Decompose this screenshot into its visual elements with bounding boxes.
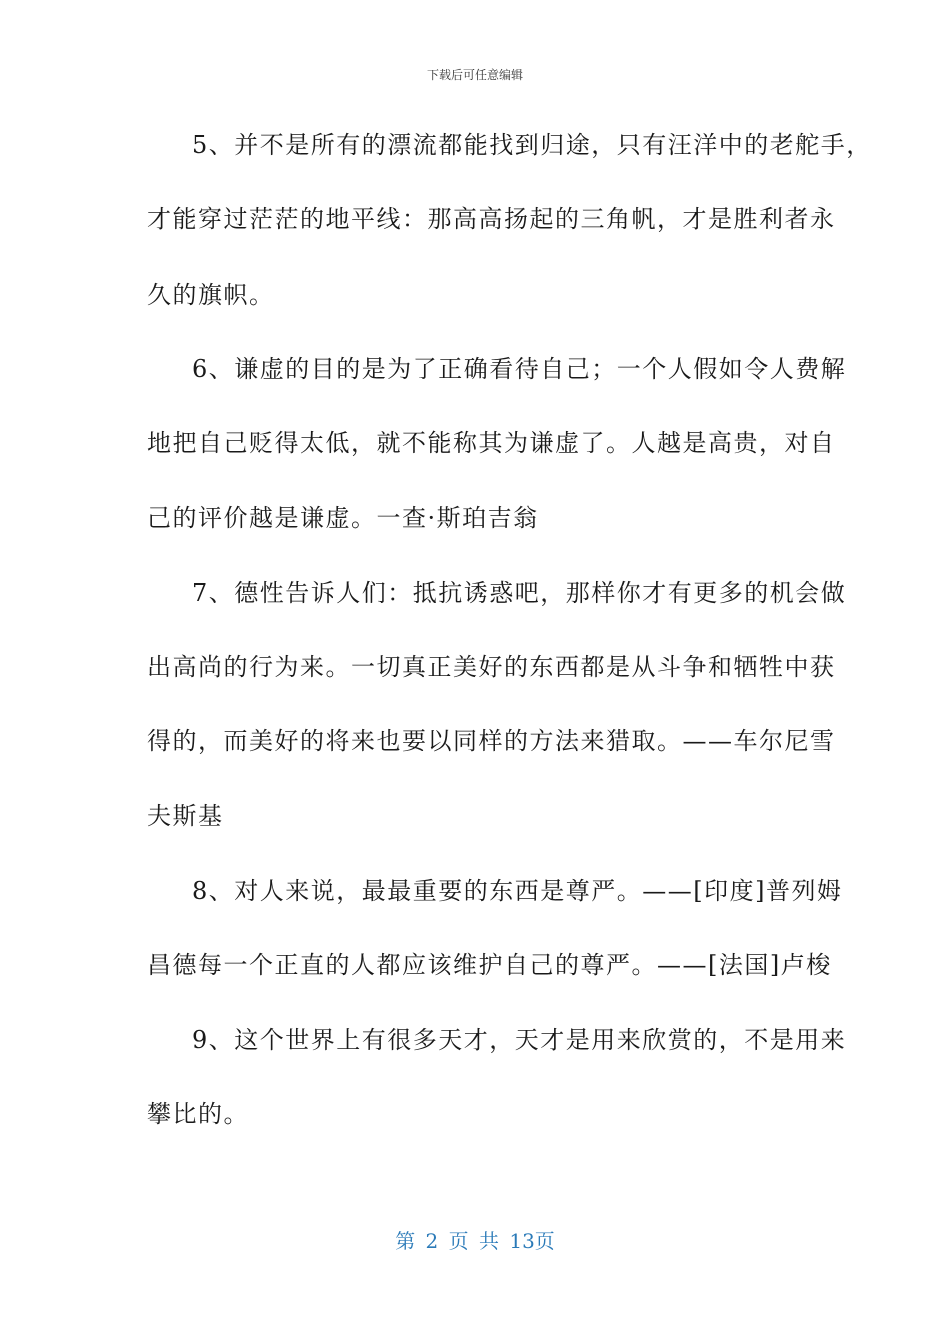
paragraph-line: 9、这个世界上有很多天才，天才是用来欣赏的，不是用来 xyxy=(192,1026,847,1054)
page-number: 第 2 页 共 13页 xyxy=(395,1229,555,1253)
paragraph-line: 才能穿过茫茫的地平线：那高高扬起的三角帆，才是胜利者永 xyxy=(147,205,836,233)
paragraph-line: 7、德性告诉人们：抵抗诱惑吧，那样你才有更多的机会做 xyxy=(192,579,847,607)
paragraph-line: 地把自己贬得太低，就不能称其为谦虚了。人越是高贵，对自 xyxy=(147,429,836,457)
paragraph-line: 夫斯基 xyxy=(147,802,224,830)
paragraph-line: 攀比的。 xyxy=(147,1100,249,1128)
paragraph-line: 8、对人来说，最最重要的东西是尊严。——[印度]普列姆 xyxy=(192,877,843,905)
header-note: 下载后可任意编辑 xyxy=(426,68,523,82)
paragraph-line: 得的，而美好的将来也要以同样的方法来猎取。——车尔尼雪 xyxy=(147,727,836,755)
paragraph-line: 6、谦虚的目的是为了正确看待自己；一个人假如令人费解 xyxy=(192,355,847,383)
paragraph-line: 昌德每一个正直的人都应该维护自己的尊严。——[法国]卢梭 xyxy=(147,951,832,979)
paragraph-line: 己的评价越是谦虚。一查·斯珀吉翁 xyxy=(147,504,539,532)
paragraph-line: 5、并不是所有的漂流都能找到归途，只有汪洋中的老舵手， xyxy=(192,131,872,159)
paragraph-line: 久的旗帜。 xyxy=(147,281,275,309)
paragraph-line: 出高尚的行为来。一切真正美好的东西都是从斗争和牺牲中获 xyxy=(147,653,836,681)
